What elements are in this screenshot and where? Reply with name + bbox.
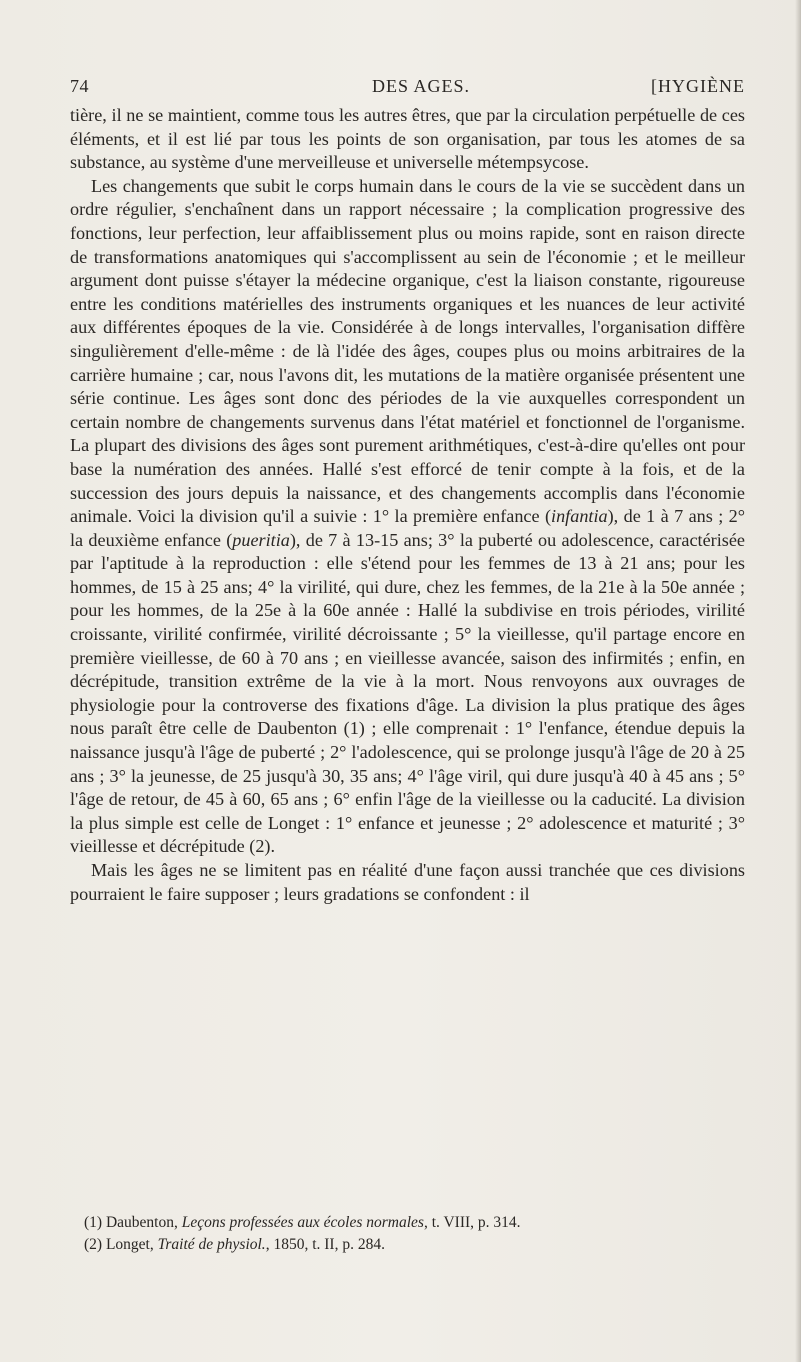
paragraph-ages <box>70 175 745 859</box>
footnote-author: Longet, <box>105 1236 154 1253</box>
page-number: 74 <box>70 76 89 96</box>
paragraph-gradations: Mais les âges ne se limitent pas en réalité d'une façon aussi tranchée que ces divisions pourraient le faire supposer ; leurs gradations se confondent : il <box>70 860 745 904</box>
footnote-1 <box>70 1212 745 1234</box>
running-title: DES AGES. <box>372 76 471 96</box>
body-text <box>70 104 745 906</box>
footnote-author: Daubenton, <box>105 1214 178 1231</box>
italic-term-pueritia: pueritia <box>232 529 290 550</box>
text-run: ), de 1 à 7 ans ; 2° la deuxième enfance ( <box>70 506 745 550</box>
footnote-rest: , 1850, t. II, p. 284. <box>265 1236 385 1253</box>
footnote-title: Leçons professées aux écoles normales <box>181 1214 424 1231</box>
text-run: ), de 7 à 13-15 ans; 3° la puberté ou adolescence, caractérisée par l'aptitude à la reproduction : elle s'étend pour les femmes de 13 à 21 ans; pour les hommes, de 15 à 25 ans; 4° la virilité, qui dure, chez les femmes, de la 21e à la 50e année ; pour les hommes, de la 25e à la 60e année : Hallé la subdivise en trois périodes, virilité croissante, virilité confirmée, virilité décroissante ; 5° la vieillesse, qu'il partage encore en première vieillesse, de 60 à 70 ans ; en vieillesse avancée, saison des infirmités ; enfin, en décrépitude, transition extrême de la vie à la mort. Nous renvoyons aux ouvrages de physiologie pour la controverse des fixations d'âge. La division la plus pratique des âges nous paraît être celle de Daubenton (1) ; elle comprenait : 1° l'enfance, étendue depuis la naissance jusqu'à l'âge de puberté ; 2° l'adolescence, qui se prolonge jusqu'à l'âge de 20 à 25 ans ; 3° la jeunesse, de 25 jusqu'à 30, 35 ans; 4° l'âge viril, qui dure jusqu'à 40 à 45 ans ; 5° l'âge de retour, de 45 à 60, 65 ans ; 6° enfin l'âge de la vieillesse ou la caducité. La division la plus simple est celle de Longet : 1° enfance et jeunesse ; 2° adolescence et maturité ; 3° vieillesse et décrépitude (2). <box>70 529 745 857</box>
footnotes <box>70 1212 745 1256</box>
text-run: Les changements que subit le corps humain dans le cours de la vie se succèdent dans un ordre régulier, s'enchaînent dans un rapport nécessaire ; la complication progressive des fonctions, leur perfection, leur affaiblissement plus ou moins rapide, sont en raison directe de transformations anatomiques qui s'accomplissent au sein de l'économie ; et le meilleur argument dont puisse s'étayer la médecine organique, c'est la liaison constante, rigoureuse entre les conditions matérielles des instruments organiques et les nuances de leur activité aux différentes époques de la vie. Considérée à de longs intervalles, l'organisation diffère singulièrement d'elle-même : de là l'idée des âges, coupes plus ou moins arbitraires de la carrière humaine ; car, nous l'avons dit, les mutations de la matière organisée présentent une série continue. Les âges sont donc des périodes de la vie auxquelles correspondent un certain nombre de changements survenus dans l'état matériel et fonctionnel de l'organisme. La plupart des divisions des âges sont purement arithmétiques, c'est-à-dire qu'elles ont pour base la numération des années. Hallé s'est efforcé de tenir compte à la fois, et de la succession des jours depuis la naissance, et des changements accomplis dans l'économie animale. Voici la division qu'il a suivie : 1° la première enfance ( <box>70 175 745 527</box>
footnote-rest: , t. VIII, p. 314. <box>423 1214 521 1231</box>
footnote-mark: (2) <box>84 1236 103 1253</box>
paragraph-continued: tière, il ne se maintient, comme tous les autres êtres, que par la circulation perpétuelle de ces éléments, et il est lié par tous les points de son organisation, par tous les atomes de sa substance, au système d'une merveilleuse et universelle métempsycose. <box>70 105 745 173</box>
page-edge-shadow <box>795 0 801 1362</box>
running-header <box>70 76 745 100</box>
italic-term-infantia: infantia <box>551 506 608 527</box>
section-title: [HYGIÈNE <box>651 76 745 96</box>
footnote-mark: (1) <box>84 1214 103 1231</box>
footnote-title: Traité de physiol. <box>157 1236 266 1253</box>
footnote-2 <box>70 1234 745 1256</box>
